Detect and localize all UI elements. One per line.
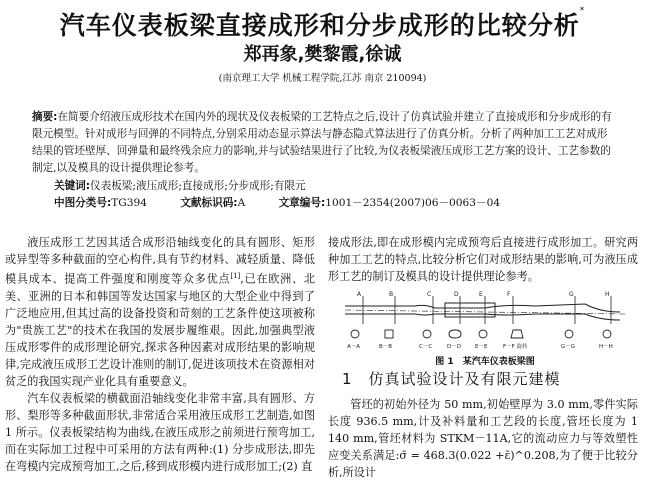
instrument-beam-figure bbox=[335, 290, 635, 352]
section-CC: C－C bbox=[419, 344, 433, 350]
doc-code-label: 文献标识码: bbox=[180, 197, 238, 209]
classification-row bbox=[54, 195, 614, 210]
paper-title: 汽车仪表板梁直接成形和分步成形的比较分析* bbox=[59, 6, 586, 40]
label-F: F bbox=[507, 291, 511, 298]
section-EE: E－E bbox=[475, 344, 488, 350]
section-AA: A－A bbox=[347, 344, 361, 350]
label-C: C bbox=[427, 291, 432, 298]
label-H: H bbox=[605, 291, 610, 298]
paragraph-instrument-beam: 汽车仪表板梁的横截面沿轴线变化非常丰富,具有圆形、方形、梨形等多种截面形状,非常适合采用液压成形工艺制造,如图 1 所示。仪表板梁结构为曲线,在液压成形之前须进行预弯加工,而在实际加工过程中可采用的方法有两种:(1) 分步成形法,即先在弯模内完成预弯加工,之后,移到成形模内进行成形加工;(2) 直 bbox=[5, 391, 315, 473]
paragraph-continued: 接成形法,即在成形模内完成预弯后直接进行成形加工。研究两种加工工艺的特点,比较分析它们对成形结果的影响,可为液压成形工艺的制订及模具的设计提供理论参考。 bbox=[328, 236, 638, 283]
abstract bbox=[32, 109, 617, 177]
body-column-right-top bbox=[328, 234, 638, 285]
section-BB: B－B bbox=[379, 344, 393, 350]
keywords bbox=[54, 178, 306, 193]
label-G: G bbox=[569, 291, 574, 298]
body-column-left bbox=[5, 234, 315, 475]
figure-caption: 图 1 某汽车仪表板梁图 bbox=[435, 357, 535, 367]
citation-ref: [1] bbox=[230, 272, 241, 280]
section-HH: H－H bbox=[599, 344, 613, 350]
doc-code-value: A bbox=[237, 197, 246, 209]
label-D: D bbox=[454, 291, 459, 298]
section-GG: G－G bbox=[561, 344, 576, 350]
article-number-value: 1001－2354(2007)06－0063－04 bbox=[325, 197, 501, 209]
keywords-label: 关键词: bbox=[54, 180, 91, 192]
paragraph-intro: 液压成形工艺因其适合成形沿轴线变化的具有圆形、矩形或异型等多种截面的空心构件,具有节约材料、减轻质量、降低模具成本、提高工件强度和刚度等众多优点[1],已在欧洲、北美、亚洲的日本和韩国等发达国家与地区的大型企业中得到了广泛地应用,但其过高的设备投资和苛刻的工艺条件使这项被称为"贵族工艺"的技术在我国的发展步履维艰。因此,加强典型液压成形零件的成形理论研究,探求各种因素对成形结果的影响规律,完成液压成形工艺设计准则的制订,促进该项技术在资源相对贫乏的我国实现产业化具有重要意义。 bbox=[5, 236, 315, 388]
clc-value: TG394 bbox=[111, 197, 147, 209]
keywords-text: 仪表板梁;液压成形;直接成形;分步成形;有限元 bbox=[90, 180, 306, 192]
article-number-label: 文章编号: bbox=[278, 197, 326, 209]
label-B: B bbox=[389, 291, 394, 298]
affiliation: (南京理工大学 机械工程学院,江苏 南京 210094) bbox=[218, 73, 427, 84]
label-E: E bbox=[479, 291, 483, 298]
clc-label: 中图分类号: bbox=[54, 197, 112, 209]
section-DD: D－D bbox=[447, 344, 461, 350]
label-A: A bbox=[357, 291, 362, 298]
section-1-heading: 1 仿真试验设计及有限元建模 bbox=[342, 370, 561, 388]
paragraph-simulation-setup: 管坯的初始外径为 50 mm,初始壁厚为 3.0 mm,零件实际长度 936.5 mm,计及补料量和工艺段的长度,管坯长度为 1 140 mm,管坯材料为 STKM－11A,它的流动应力与等效塑性应变关系满足:σ̄ = 468.3(0.022 +ε̄)^0.208,为了便于比较分析,所设计 bbox=[328, 398, 638, 479]
authors: 郑再象,樊黎霞,徐诚 bbox=[243, 44, 402, 65]
body-column-right-bottom bbox=[328, 396, 638, 481]
abstract-label: 摘要: bbox=[32, 111, 58, 123]
section-FF: F－F 旋转 bbox=[503, 344, 528, 350]
abstract-text: 在简要介绍液压成形技术在国内外的现状及仪表板梁的工艺特点之后,设计了仿真试验并建立了直接成形和分步成形的有限元模型。针对成形与回弹的不同特点,分别采用动态显示算法与静态隐式算法进行了仿真分析。分析了两种加工工艺对成形结果的管坯壁厚、回弹量和最终残余应力的影响,并与试验结果进行了比较,为仪表板梁液压成形工艺方案的设计、工艺参数的制定,以及模具的设计提供理论参考。 bbox=[32, 111, 612, 174]
